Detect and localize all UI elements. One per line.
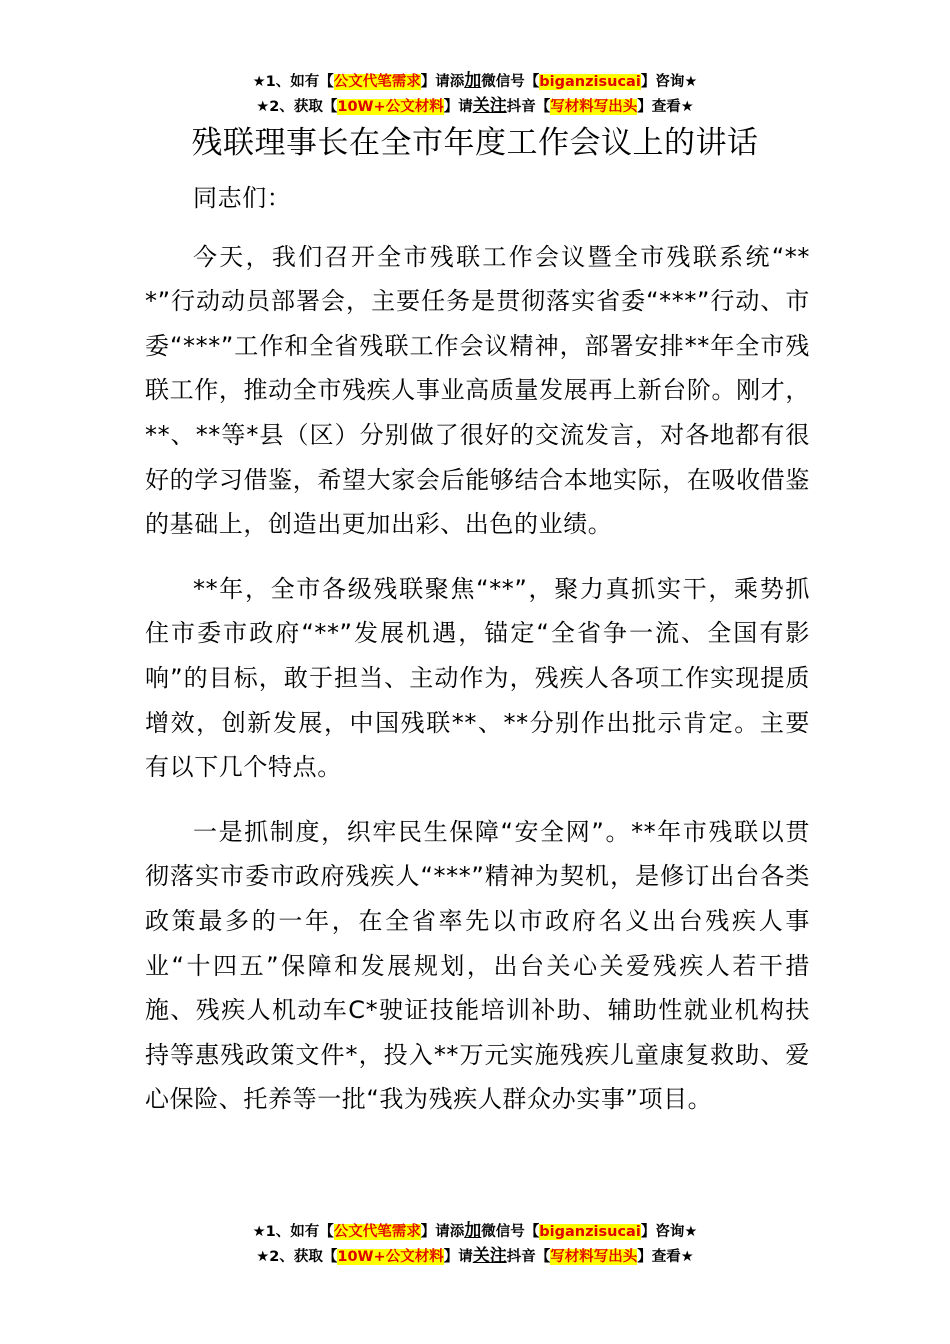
highlight-douyin: 写材料写出头 (550, 99, 638, 115)
promo-line-2: ★2、获取【10W+公文材料】请关注抖音【写材料写出头】查看★ (256, 96, 694, 116)
document-title: 残联理事长在全市年度工作会议上的讲话 (191, 125, 759, 161)
promo-line-1: ★1、如有【公文代笔需求】请添加微信号【biganzisucai】咨询★ (252, 1221, 698, 1241)
highlight-service: 公文代笔需求 (333, 1224, 421, 1240)
highlight-douyin: 写材料写出头 (550, 1249, 638, 1265)
promo-banner-bottom (0, 1219, 950, 1269)
document-body (145, 176, 810, 1142)
promo-line-1: ★1、如有【公文代笔需求】请添加微信号【biganzisucai】咨询★ (252, 71, 698, 91)
highlight-materials: 10W+公文材料 (337, 1249, 444, 1265)
paragraph: **年，全市各级残联聚焦“**”，聚力真抓实干，乘势抓住市委市政府“**”发展机遇，锚定“全省争一流、全国有影响”的目标，敢于担当、主动作为，残疾人各项工作实现提质增效，创新发展，中国残联**、**分别作出批示肯定。主要有以下几个特点。 (145, 574, 810, 782)
greeting: 同志们： (193, 184, 292, 212)
highlight-service: 公文代笔需求 (333, 74, 421, 90)
promo-banner-top (0, 69, 950, 119)
promo-line-2: ★2、获取【10W+公文材料】请关注抖音【写材料写出头】查看★ (256, 1246, 694, 1266)
highlight-wechat-id: biganzisucai (539, 74, 641, 90)
highlight-materials: 10W+公文材料 (337, 99, 444, 115)
highlight-wechat-id: biganzisucai (539, 1224, 641, 1240)
paragraph: 今天，我们召开全市残联工作会议暨全市残联系统“***”行动动员部署会，主要任务是贯彻落实省委“***”行动、市委“***”工作和全省残联工作会议精神，部署安排**年全市残联工作，推动全市残疾人事业高质量发展再上新台阶。刚才，**、**等*县（区）分别做了很好的交流发言，对各地都有很好的学习借鉴，希望大家会后能够结合本地实际，在吸收借鉴的基础上，创造出更加出彩、出色的业绩。 (145, 242, 810, 539)
paragraph: 一是抓制度，织牢民生保障“安全网”。**年市残联以贯彻落实市委市政府残疾人“***”精神为契机，是修订出台各类政策最多的一年，在全省率先以市政府名义出台残疾人事业“十四五”保障和发展规划，出台关心关爱残疾人若干措施、残疾人机动车C*驶证技能培训补助、辅助性就业机构扶持等惠残政策文件*，投入**万元实施残疾儿童康复救助、爱心保险、托养等一批“我为残疾人群众办实事”项目。 (145, 817, 810, 1114)
